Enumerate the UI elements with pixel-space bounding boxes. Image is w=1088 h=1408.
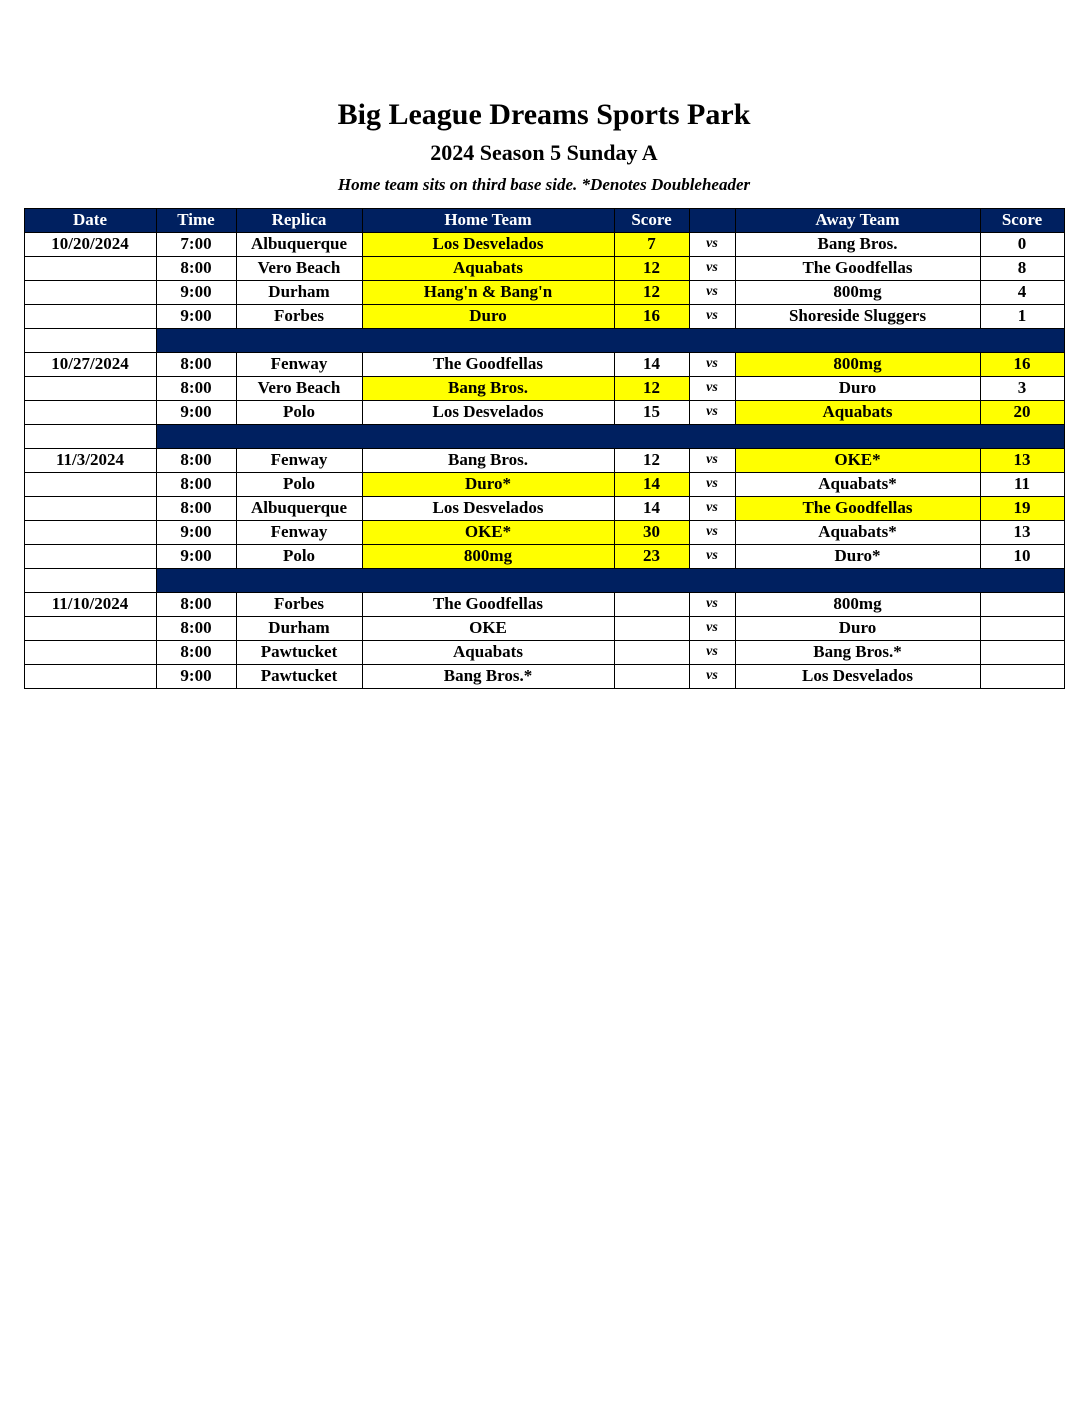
date-cell: 11/3/2024 <box>24 448 156 472</box>
game-row <box>24 232 1064 256</box>
date-cell <box>24 400 156 424</box>
away-team-cell: The Goodfellas <box>735 496 980 520</box>
time-cell: 8:00 <box>156 256 236 280</box>
replica-cell: Forbes <box>236 304 362 328</box>
date-cell <box>24 640 156 664</box>
replica-cell: Durham <box>236 280 362 304</box>
away-score-cell: 20 <box>980 400 1064 424</box>
game-row <box>24 448 1064 472</box>
vs-cell: vs <box>689 544 735 568</box>
away-score-cell: 16 <box>980 352 1064 376</box>
vs-cell: vs <box>689 520 735 544</box>
date-cell <box>24 304 156 328</box>
away-team-cell: 800mg <box>735 592 980 616</box>
home-score-cell: 30 <box>614 520 689 544</box>
home-score-cell: 12 <box>614 376 689 400</box>
document-page <box>0 0 1088 689</box>
vs-cell: vs <box>689 304 735 328</box>
replica-cell: Forbes <box>236 592 362 616</box>
away-score-cell <box>980 592 1064 616</box>
home-score-cell: 14 <box>614 352 689 376</box>
replica-cell: Polo <box>236 400 362 424</box>
time-cell: 8:00 <box>156 592 236 616</box>
time-cell: 8:00 <box>156 640 236 664</box>
vs-cell: vs <box>689 472 735 496</box>
vs-cell: vs <box>689 352 735 376</box>
home-team-cell: Los Desvelados <box>362 496 614 520</box>
replica-cell: Vero Beach <box>236 376 362 400</box>
replica-cell: Albuquerque <box>236 232 362 256</box>
away-score-cell: 4 <box>980 280 1064 304</box>
date-cell <box>24 616 156 640</box>
away-score-cell: 11 <box>980 472 1064 496</box>
column-header-score: Score <box>614 208 689 232</box>
home-team-cell: Bang Bros. <box>362 448 614 472</box>
date-cell <box>24 280 156 304</box>
home-score-cell: 14 <box>614 496 689 520</box>
away-team-cell: OKE* <box>735 448 980 472</box>
separator-date-cell <box>24 568 156 592</box>
replica-cell: Vero Beach <box>236 256 362 280</box>
away-team-cell: The Goodfellas <box>735 256 980 280</box>
page-note: Home team sits on third base side. *Denotes Doubleheader <box>337 174 751 194</box>
home-team-cell: OKE* <box>362 520 614 544</box>
column-header-away-team: Away Team <box>735 208 980 232</box>
vs-cell: vs <box>689 664 735 688</box>
home-team-cell: Duro* <box>362 472 614 496</box>
home-team-cell: The Goodfellas <box>362 352 614 376</box>
column-header-score: Score <box>980 208 1064 232</box>
away-team-cell: Bang Bros.* <box>735 640 980 664</box>
column-header-replica: Replica <box>236 208 362 232</box>
time-cell: 8:00 <box>156 472 236 496</box>
away-team-cell: 800mg <box>735 280 980 304</box>
separator-row <box>24 424 1064 448</box>
time-cell: 9:00 <box>156 400 236 424</box>
date-cell <box>24 664 156 688</box>
home-score-cell: 14 <box>614 472 689 496</box>
column-header-date: Date <box>24 208 156 232</box>
away-team-cell: Los Desvelados <box>735 664 980 688</box>
time-cell: 8:00 <box>156 496 236 520</box>
home-score-cell: 7 <box>614 232 689 256</box>
separator-date-cell <box>24 328 156 352</box>
header-row <box>24 208 1064 232</box>
replica-cell: Fenway <box>236 352 362 376</box>
home-team-cell: Bang Bros.* <box>362 664 614 688</box>
date-cell: 10/27/2024 <box>24 352 156 376</box>
home-score-cell <box>614 664 689 688</box>
time-cell: 8:00 <box>156 616 236 640</box>
game-row <box>24 256 1064 280</box>
home-team-cell: Los Desvelados <box>362 400 614 424</box>
away-score-cell <box>980 640 1064 664</box>
game-row <box>24 280 1064 304</box>
vs-cell: vs <box>689 448 735 472</box>
time-cell: 9:00 <box>156 280 236 304</box>
time-cell: 7:00 <box>156 232 236 256</box>
separator-fill <box>156 328 1064 352</box>
vs-cell: vs <box>689 592 735 616</box>
home-score-cell: 12 <box>614 256 689 280</box>
home-team-cell: Bang Bros. <box>362 376 614 400</box>
date-cell <box>24 256 156 280</box>
vs-cell: vs <box>689 232 735 256</box>
vs-cell: vs <box>689 496 735 520</box>
date-cell <box>24 496 156 520</box>
away-team-cell: Duro <box>735 616 980 640</box>
game-row <box>24 352 1064 376</box>
home-team-cell: Duro <box>362 304 614 328</box>
away-team-cell: Aquabats* <box>735 520 980 544</box>
game-row <box>24 520 1064 544</box>
away-score-cell <box>980 664 1064 688</box>
away-score-cell: 8 <box>980 256 1064 280</box>
separator-date-cell <box>24 424 156 448</box>
column-header-vs <box>689 208 735 232</box>
away-score-cell: 13 <box>980 520 1064 544</box>
home-score-cell <box>614 592 689 616</box>
time-cell: 8:00 <box>156 448 236 472</box>
replica-cell: Polo <box>236 544 362 568</box>
schedule-body <box>24 232 1064 688</box>
away-score-cell: 19 <box>980 496 1064 520</box>
replica-cell: Pawtucket <box>236 640 362 664</box>
away-team-cell: Bang Bros. <box>735 232 980 256</box>
away-team-cell: 800mg <box>735 352 980 376</box>
game-row <box>24 640 1064 664</box>
schedule-header <box>24 208 1064 232</box>
vs-cell: vs <box>689 376 735 400</box>
separator-fill <box>156 568 1064 592</box>
time-cell: 9:00 <box>156 664 236 688</box>
page-subtitle: 2024 Season 5 Sunday A <box>430 139 658 165</box>
away-team-cell: Shoreside Sluggers <box>735 304 980 328</box>
home-team-cell: Aquabats <box>362 256 614 280</box>
home-score-cell: 12 <box>614 448 689 472</box>
away-score-cell: 1 <box>980 304 1064 328</box>
game-row <box>24 472 1064 496</box>
away-team-cell: Aquabats <box>735 400 980 424</box>
separator-row <box>24 328 1064 352</box>
replica-cell: Pawtucket <box>236 664 362 688</box>
game-row <box>24 544 1064 568</box>
replica-cell: Albuquerque <box>236 496 362 520</box>
away-score-cell <box>980 616 1064 640</box>
date-cell <box>24 520 156 544</box>
schedule-table <box>24 208 1065 689</box>
home-team-cell: Los Desvelados <box>362 232 614 256</box>
replica-cell: Durham <box>236 616 362 640</box>
replica-cell: Fenway <box>236 520 362 544</box>
date-cell <box>24 472 156 496</box>
away-score-cell: 0 <box>980 232 1064 256</box>
game-row <box>24 664 1064 688</box>
home-team-cell: The Goodfellas <box>362 592 614 616</box>
vs-cell: vs <box>689 616 735 640</box>
home-team-cell: OKE <box>362 616 614 640</box>
away-score-cell: 13 <box>980 448 1064 472</box>
away-team-cell: Aquabats* <box>735 472 980 496</box>
date-cell <box>24 376 156 400</box>
vs-cell: vs <box>689 256 735 280</box>
game-row <box>24 592 1064 616</box>
separator-fill <box>156 424 1064 448</box>
vs-cell: vs <box>689 640 735 664</box>
separator-row <box>24 568 1064 592</box>
home-team-cell: Hang'n & Bang'n <box>362 280 614 304</box>
replica-cell: Polo <box>236 472 362 496</box>
vs-cell: vs <box>689 400 735 424</box>
game-row <box>24 496 1064 520</box>
time-cell: 9:00 <box>156 304 236 328</box>
home-score-cell: 23 <box>614 544 689 568</box>
date-cell: 11/10/2024 <box>24 592 156 616</box>
page-title: Big League Dreams Sports Park <box>337 98 751 131</box>
home-team-cell: Aquabats <box>362 640 614 664</box>
time-cell: 9:00 <box>156 520 236 544</box>
date-cell: 10/20/2024 <box>24 232 156 256</box>
time-cell: 9:00 <box>156 544 236 568</box>
date-cell <box>24 544 156 568</box>
time-cell: 8:00 <box>156 376 236 400</box>
game-row <box>24 616 1064 640</box>
game-row <box>24 376 1064 400</box>
column-header-home-team: Home Team <box>362 208 614 232</box>
home-score-cell: 15 <box>614 400 689 424</box>
away-team-cell: Duro <box>735 376 980 400</box>
away-score-cell: 3 <box>980 376 1064 400</box>
replica-cell: Fenway <box>236 448 362 472</box>
time-cell: 8:00 <box>156 352 236 376</box>
game-row <box>24 400 1064 424</box>
column-header-time: Time <box>156 208 236 232</box>
home-score-cell: 16 <box>614 304 689 328</box>
home-team-cell: 800mg <box>362 544 614 568</box>
vs-cell: vs <box>689 280 735 304</box>
away-score-cell: 10 <box>980 544 1064 568</box>
home-score-cell <box>614 640 689 664</box>
game-row <box>24 304 1064 328</box>
away-team-cell: Duro* <box>735 544 980 568</box>
home-score-cell <box>614 616 689 640</box>
home-score-cell: 12 <box>614 280 689 304</box>
